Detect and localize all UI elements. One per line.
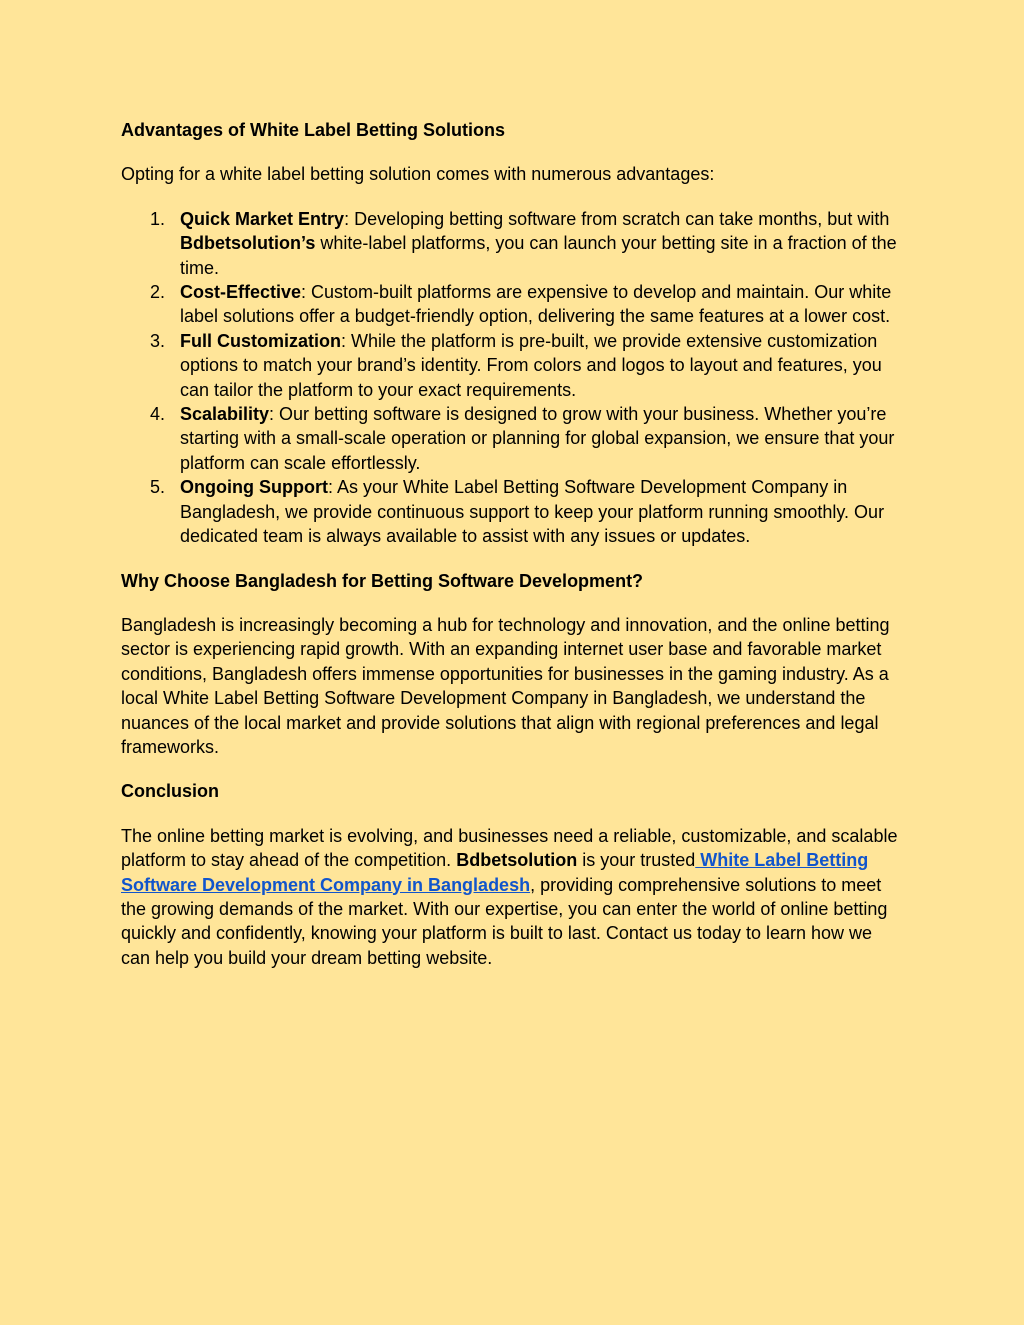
advantages-intro: Opting for a white label betting solution comes with numerous advantages: [121,164,715,185]
list-item-full-customization [121,329,903,402]
list-item-title: Cost-Effective [180,282,302,303]
list-number: 3. [150,330,166,351]
list-item-text: white-label platforms, you can launch your betting site in a fraction of the time. [180,233,897,278]
list-item-scalability [121,402,903,475]
list-item-text: : Custom-built platforms are expensive to develop and maintain. Our white label solutions offer a budget-friendly option, delivering the same features at a lower cost. [180,282,892,327]
heading-why-bangladesh: Why Choose Bangladesh for Betting Software Development? [121,570,644,591]
list-item-title: Ongoing Support [180,477,328,498]
heading-conclusion: Conclusion [121,781,219,802]
list-item-cost-effective [121,280,903,329]
list-item-text: : Our betting software is designed to grow with your business. Whether you’re starting with a small-scale operation or planning for global expansion, we ensure that your platform can scale effortlessly. [180,404,895,473]
list-item-quick-market-entry [121,207,903,280]
brand-name: Bdbetsolution [456,850,578,871]
list-number: 2. [150,282,166,303]
conclusion-text: , providing comprehensive solutions to meet the growing demands of the market. With our expertise, you can enter the world of online betting quickly and confidently, knowing your platform is built to last. Contact us today to learn how we can help you build your dream betting website. [121,874,888,968]
list-item-text: : While the platform is pre-built, we provide extensive customization options to match your brand’s identity. From colors and logos to layout and features, you can tailor the platform to your exact requirements. [180,330,882,400]
company-link[interactable]: White Label Betting Software Development Company in Bangladesh [121,850,869,895]
why-bangladesh-body: Bangladesh is increasingly becoming a hub for technology and innovation, and the online betting sector is experiencing rapid growth. With an expanding internet user base and favorable market conditions, Bangladesh offers immense opportunities for businesses in the gaming industry. As a local White Label Betting Software Development Company in Bangladesh, we understand the nuances of the local market and provide solutions that align with regional preferences and legal frameworks. [121,614,890,757]
conclusion-body [121,824,903,970]
advantages-list [121,207,903,549]
conclusion-text: The online betting market is evolving, and businesses need a reliable, customizable, and scalable platform to stay ahead of the competition. [121,825,898,871]
list-number: 4. [150,404,166,425]
list-item-text: : As your White Label Betting Software Development Company in Bangladesh, we provide continuous support to keep your platform running smoothly. Our dedicated team is always available to assist with any issues or updates. [180,477,885,547]
list-number: 1. [150,208,166,229]
list-number: 5. [150,477,166,498]
heading-advantages: Advantages of White Label Betting Solutions [121,120,506,140]
list-item-title: Quick Market Entry [180,208,345,229]
list-item-ongoing-support [121,475,903,548]
conclusion-text: is your trusted [577,850,696,871]
brand-name: Bdbetsolution’s [180,233,316,254]
list-item-title: Full Customization [180,330,341,351]
list-item-text: : Developing betting software from scratch can take months, but with [344,208,890,229]
list-item-title: Scalability [180,404,270,425]
